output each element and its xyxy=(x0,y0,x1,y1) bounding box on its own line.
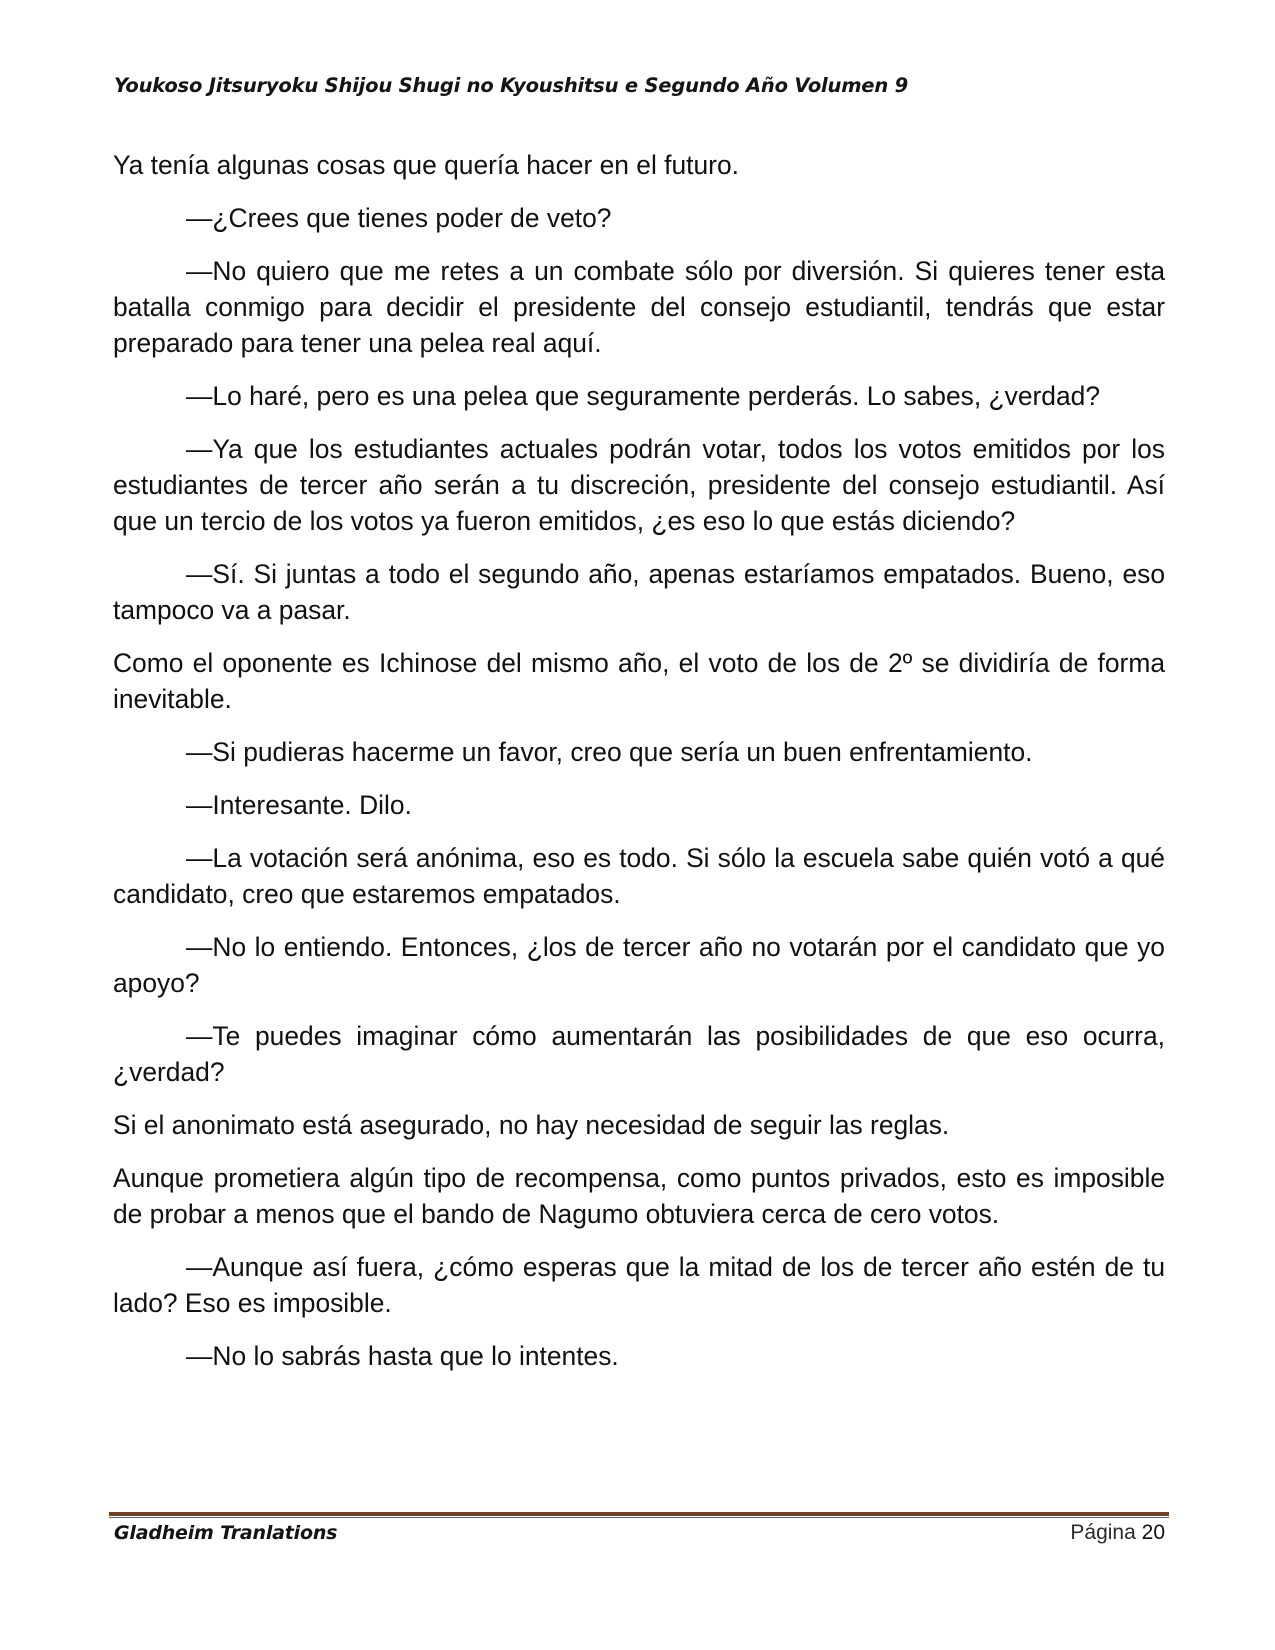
paragraph-dialogue: —Interesante. Dilo. xyxy=(186,790,412,820)
paragraph-dialogue: —Si pudieras hacerme un favor, creo que sería un buen enfrentamiento. xyxy=(186,737,1033,767)
paragraph-dialogue: —Sí. Si juntas a todo el segundo año, apenas estaríamos empatados. Bueno, eso tampoco va a pasar. xyxy=(113,559,1165,625)
page-number-block xyxy=(1070,1521,1165,1545)
page-number: 20 xyxy=(1141,1521,1165,1544)
paragraph-dialogue: —Te puedes imaginar cómo aumentarán las posibilidades de que eso ocurra, ¿verdad? xyxy=(113,1021,1165,1087)
footer-divider-thick xyxy=(109,1512,1169,1516)
paragraph-dialogue: —No lo sabrás hasta que lo intentes. xyxy=(186,1341,619,1371)
paragraph-dialogue: —La votación será anónima, eso es todo. Si sólo la escuela sabe quién votó a qué candidato, creo que estaremos empatados. xyxy=(113,843,1165,909)
footer-credit: Gladheim Tranlations xyxy=(114,1522,338,1544)
paragraph-dialogue: —Ya que los estudiantes actuales podrán votar, todos los votos emitidos por los estudiantes de tercer año serán a tu discreción, presidente del consejo estudiantil. Así que un tercio de los votos ya fueron emitidos, ¿es eso lo que estás diciendo? xyxy=(113,434,1165,536)
paragraph-dialogue: —No lo entiendo. Entonces, ¿los de tercer año no votarán por el candidato que yo apoyo? xyxy=(113,932,1165,998)
paragraph-narration: Si el anonimato está asegurado, no hay necesidad de seguir las reglas. xyxy=(113,1110,950,1140)
page-label: Página xyxy=(1070,1521,1136,1544)
running-header-title: Youkoso Jitsuryoku Shijou Shugi no Kyoushitsu e Segundo Año Volumen 9 xyxy=(114,74,908,97)
footer-divider-thin xyxy=(109,1517,1169,1518)
paragraph-narration: Aunque prometiera algún tipo de recompensa, como puntos privados, esto es imposible de probar a menos que el bando de Nagumo obtuviera cerca de cero votos. xyxy=(113,1163,1165,1229)
paragraph-dialogue: —¿Crees que tienes poder de veto? xyxy=(186,203,612,233)
footer-divider xyxy=(109,1512,1169,1518)
paragraph-dialogue: —Lo haré, pero es una pelea que seguramente perderás. Lo sabes, ¿verdad? xyxy=(186,381,1101,411)
paragraph-dialogue: —Aunque así fuera, ¿cómo esperas que la mitad de los de tercer año estén de tu lado? Eso es imposible. xyxy=(113,1252,1165,1318)
paragraph-narration: Como el oponente es Ichinose del mismo año, el voto de los de 2º se dividiría de forma inevitable. xyxy=(113,648,1165,714)
paragraph-narration: Ya tenía algunas cosas que quería hacer en el futuro. xyxy=(113,150,739,180)
page-body xyxy=(113,147,1165,1391)
paragraph-dialogue: —No quiero que me retes a un combate sólo por diversión. Si quieres tener esta batalla conmigo para decidir el presidente del consejo estudiantil, tendrás que estar preparado para tener una pelea real aquí. xyxy=(113,256,1165,358)
